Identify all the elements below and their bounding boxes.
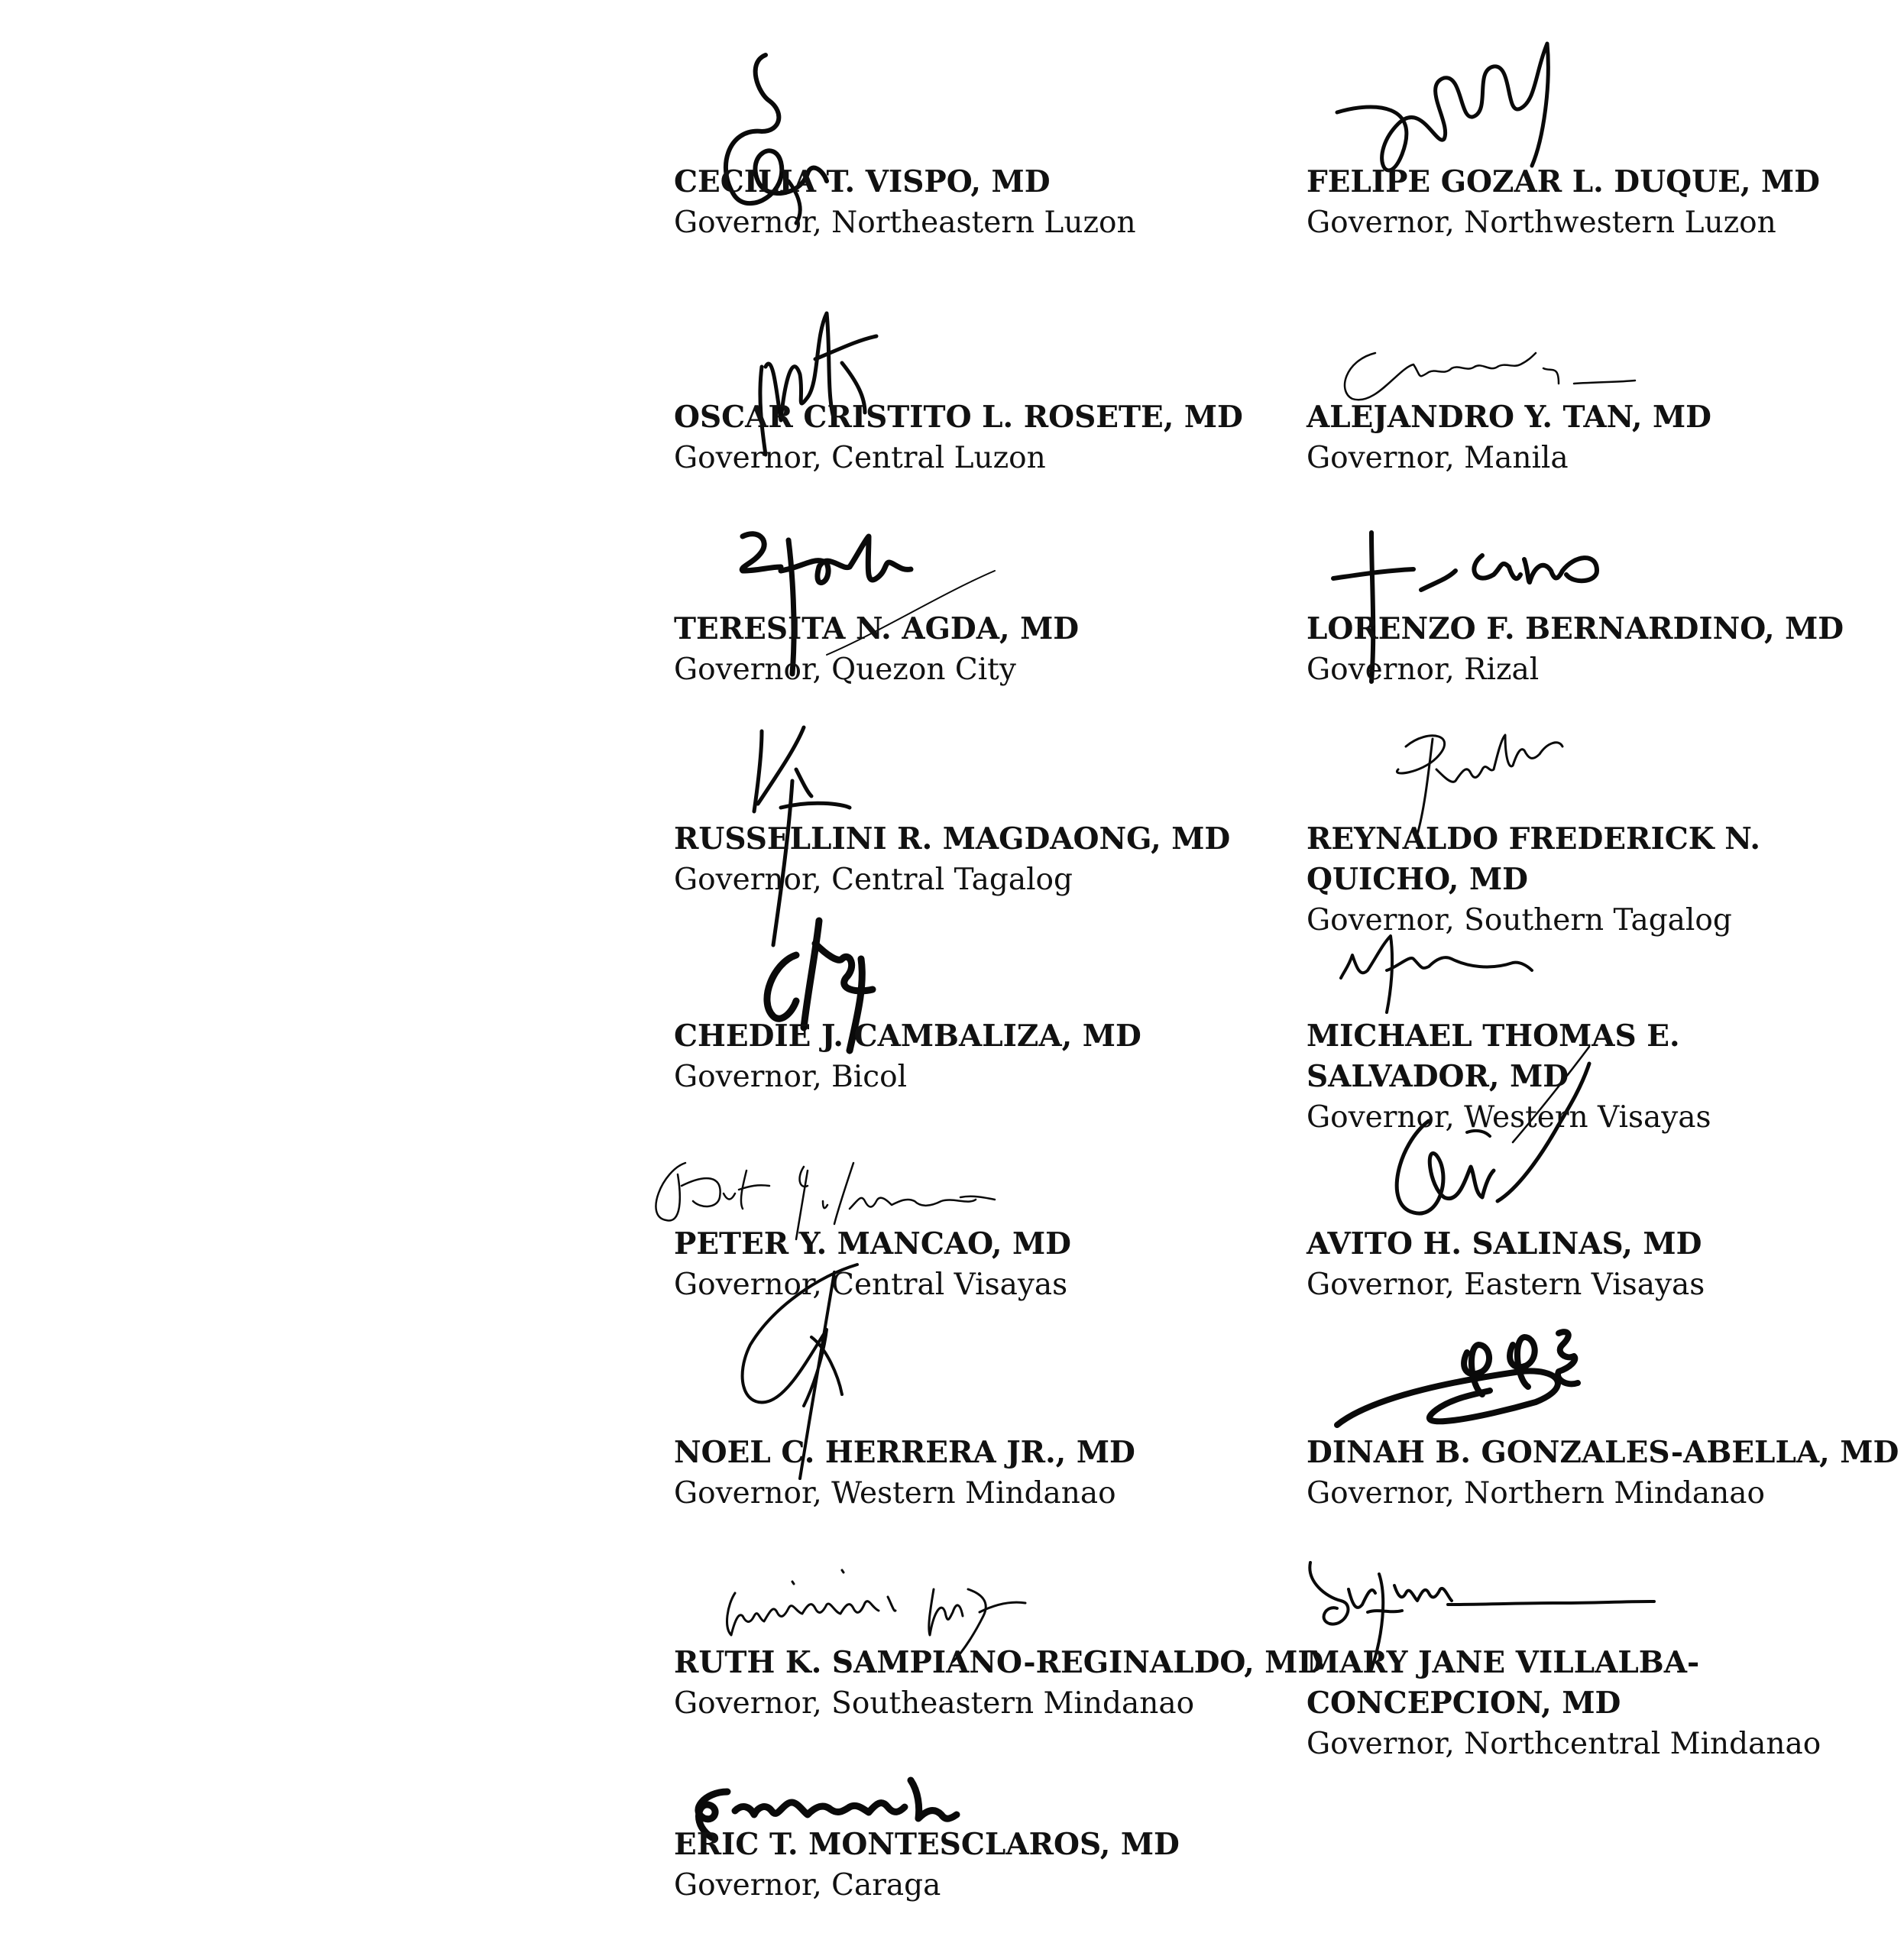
signatory-title: Governor, Central Tagalog <box>674 863 1073 897</box>
signatory-block <box>1307 609 1844 690</box>
signatory-title: Governor, Northeastern Luzon <box>674 206 1136 240</box>
signatory-title: Governor, Central Visayas <box>674 1268 1068 1302</box>
signatory-title: Governor, Rizal <box>1307 653 1540 687</box>
signatory-block <box>674 609 1079 690</box>
signatory-block <box>1307 397 1711 478</box>
signatory-title: Governor, Southeastern Mindanao <box>674 1686 1195 1721</box>
signatory-name: MICHAEL THOMAS E. <box>1307 1018 1680 1054</box>
signatory-title: Governor, Western Visayas <box>1307 1100 1711 1135</box>
signatory-block <box>1307 819 1760 941</box>
signatory-name-continued: QUICHO, MD <box>1307 862 1528 897</box>
signatory-title: Governor, Manila <box>1307 441 1569 475</box>
signatory-block <box>674 1224 1071 1305</box>
signatory-name: NOEL C. HERRERA JR., MD <box>674 1435 1135 1470</box>
signatory-name: AVITO H. SALINAS, MD <box>1307 1226 1702 1261</box>
signatory-block <box>1307 1016 1711 1138</box>
signatory-title: Governor, Bicol <box>674 1060 908 1094</box>
signatory-name: ERIC T. MONTESCLAROS, MD <box>674 1827 1180 1862</box>
signatory-block <box>674 162 1136 243</box>
signatory-title: Governor, Central Luzon <box>674 441 1046 475</box>
signatory-title: Governor, Eastern Visayas <box>1307 1268 1705 1302</box>
signatory-name: RUTH K. SAMPIANO-REGINALDO, MD <box>674 1645 1324 1680</box>
signatory-name: ALEJANDRO Y. TAN, MD <box>1307 400 1711 435</box>
signatory-name: PETER Y. MANCAO, MD <box>674 1226 1071 1261</box>
signatory-name: OSCAR CRISTITO L. ROSETE, MD <box>674 400 1243 435</box>
signatory-block <box>1307 1643 1821 1764</box>
signatory-block <box>1307 1433 1899 1514</box>
signatory-title: Governor, Caraga <box>674 1868 941 1903</box>
signatory-name: MARY JANE VILLALBA- <box>1307 1645 1700 1680</box>
signatory-title: Governor, Northern Mindanao <box>1307 1476 1766 1511</box>
signatory-name: LORENZO F. BERNARDINO, MD <box>1307 611 1844 646</box>
signatory-block <box>1307 162 1820 243</box>
signatory-name-continued: CONCEPCION, MD <box>1307 1686 1621 1721</box>
signatory-name: FELIPE GOZAR L. DUQUE, MD <box>1307 164 1820 199</box>
signatory-title: Governor, Western Mindanao <box>674 1476 1116 1511</box>
signatory-name: RUSSELLINI R. MAGDAONG, MD <box>674 821 1231 857</box>
signatory-block <box>674 397 1243 478</box>
signatory-block <box>674 1643 1323 1724</box>
signatory-title: Governor, Quezon City <box>674 653 1016 687</box>
signatory-name: CHEDIE J. CAMBALIZA, MD <box>674 1018 1141 1054</box>
signatory-block <box>1307 1224 1705 1305</box>
signatory-block <box>674 1825 1180 1906</box>
signatory-name-continued: SALVADOR, MD <box>1307 1059 1569 1094</box>
signatory-name: TERESITA N. AGDA, MD <box>674 611 1080 646</box>
signatory-name: CECILIA T. VISPO, MD <box>674 164 1051 199</box>
signatory-name: REYNALDO FREDERICK N. <box>1307 821 1760 857</box>
signatory-block <box>674 1433 1135 1514</box>
signatory-block <box>674 1016 1141 1097</box>
signatory-title: Governor, Southern Tagalog <box>1307 903 1732 938</box>
signatory-title: Governor, Northcentral Mindanao <box>1307 1727 1821 1761</box>
signatory-name: DINAH B. GONZALES-ABELLA, MD <box>1307 1435 1899 1470</box>
signatory-block <box>674 819 1230 900</box>
signatory-title: Governor, Northwestern Luzon <box>1307 206 1776 240</box>
